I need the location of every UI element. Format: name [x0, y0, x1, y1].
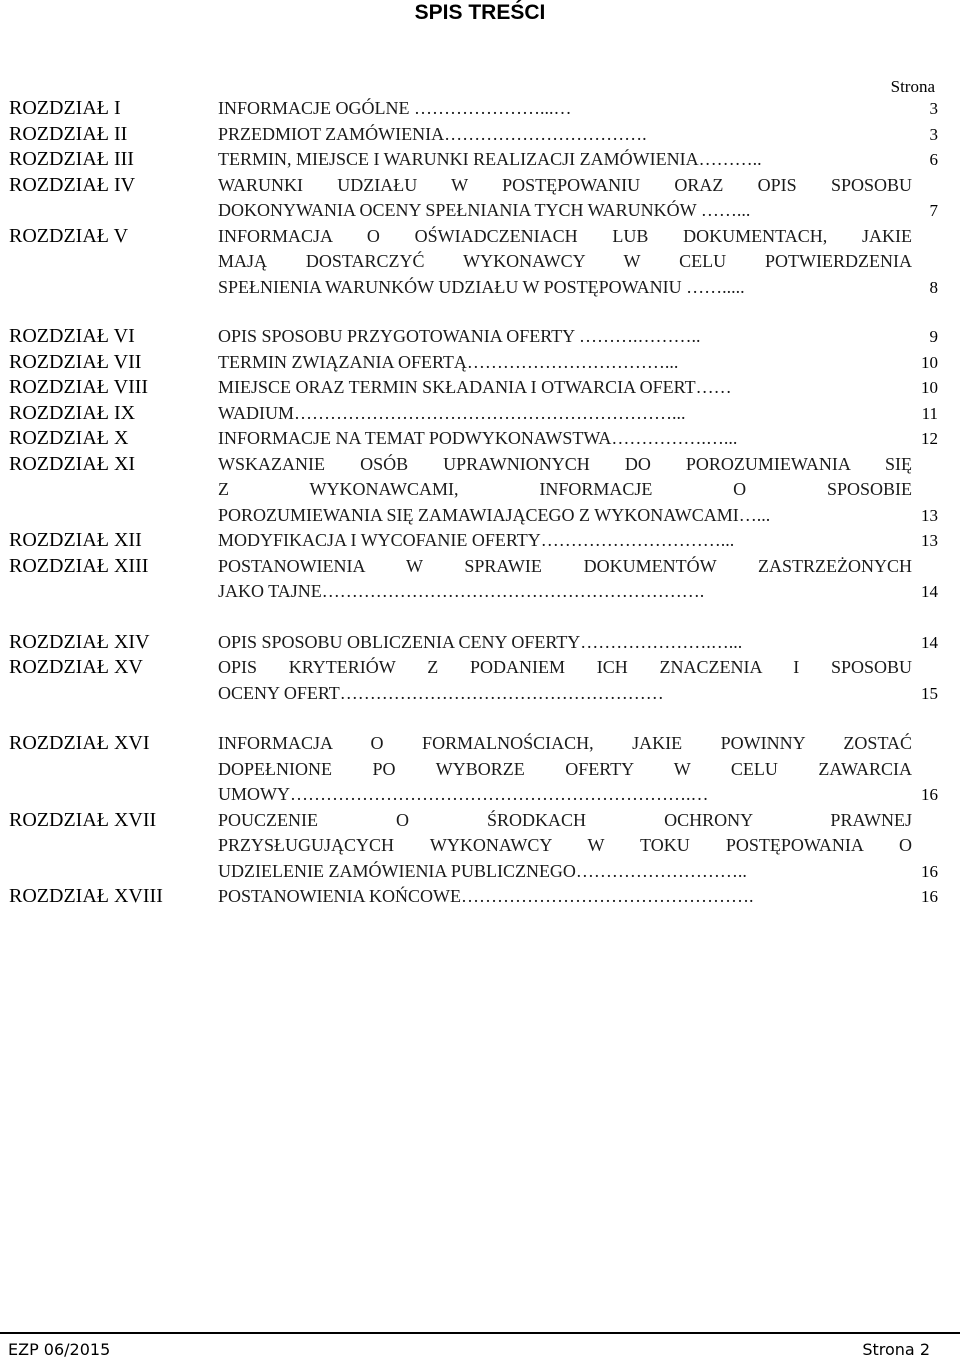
chapter-title [218, 375, 912, 401]
chapter-title [218, 655, 912, 706]
chapter-title [218, 808, 912, 885]
page-number-text: 10 [921, 352, 938, 372]
page-number-text: 9 [929, 327, 938, 346]
toc-entry[interactable] [0, 426, 960, 452]
chapter-label: ROZDZIAŁ XI [9, 452, 136, 475]
chapter-label: ROZDZIAŁ XVI [9, 732, 150, 754]
page-number-text: 14 [921, 582, 938, 601]
chapter-label: ROZDZIAŁ X [9, 427, 129, 449]
toc-entry[interactable] [0, 96, 960, 122]
chapter-label: ROZDZIAŁ XVIII [9, 885, 163, 907]
page-number-text: 11 [921, 403, 938, 423]
chapter-page-number [912, 579, 958, 605]
chapter-page-number [912, 426, 958, 452]
chapter-page-number [912, 884, 958, 910]
toc-entry[interactable] [0, 655, 960, 706]
chapter-title-line: MODYFIKACJA I WYCOFANIE OFERTY…………………………... [218, 530, 735, 550]
chapter-label: ROZDZIAŁ XVII [9, 808, 157, 831]
chapter-title [218, 147, 912, 173]
chapter-title-line: INFORMACJA O FORMALNOŚCIACH, JAKIE POWINNY ZOSTAĆ [218, 733, 912, 753]
chapter-title-line: POROZUMIEWANIA SIĘ ZAMAWIAJĄCEGO Z WYKONAWCAMI…... [218, 504, 771, 525]
page-number-text: 13 [921, 531, 938, 550]
chapter-title [218, 96, 912, 122]
toc-entry[interactable] [0, 554, 960, 605]
chapter-title-line: INFORMACJE OGÓLNE …………………...… [218, 98, 572, 118]
chapter-page-number [912, 859, 958, 885]
chapter-page-number [912, 681, 958, 707]
chapter-page-number [912, 782, 958, 808]
chapter-title-line: OPIS KRYTERIÓW Z PODANIEM ICH ZNACZENIA I SPOSOBU [218, 657, 912, 677]
chapter-page-number [912, 350, 958, 376]
chapter-title-line: INFORMACJA O OŚWIADCZENIACH LUB DOKUMENTACH, JAKIE [218, 225, 912, 246]
chapter-title [218, 630, 912, 656]
toc-entry[interactable] [0, 224, 960, 301]
chapter-title-line: INFORMACJE NA TEMAT PODWYKONAWSTWA…………….…... [218, 428, 738, 448]
toc-entry[interactable] [0, 630, 960, 656]
chapter-page-number [912, 503, 958, 529]
chapter-title [218, 224, 912, 301]
chapter-title [218, 528, 912, 554]
chapter-page-number [912, 147, 958, 173]
chapter-title [218, 426, 912, 452]
chapter-label: ROZDZIAŁ XV [9, 656, 143, 678]
toc-entry[interactable] [0, 884, 960, 910]
chapter-title-line: WADIUM………………………………………………………... [218, 402, 686, 423]
toc-entry[interactable] [0, 528, 960, 554]
chapter-page-number [912, 324, 958, 350]
page-title: SPIS TREŚCI [414, 1, 546, 24]
toc-entry[interactable] [0, 452, 960, 529]
toc-entry[interactable] [0, 173, 960, 224]
chapter-page-number [912, 96, 958, 122]
toc-entry[interactable] [0, 122, 960, 148]
page-number-text: 6 [929, 150, 938, 169]
toc-entry[interactable] [0, 731, 960, 808]
chapter-title-line: PRZYSŁUGUJĄCYCH WYKONAWCY W TOKU POSTĘPOWANIA O [218, 835, 912, 855]
chapter-label: ROZDZIAŁ IX [9, 401, 136, 424]
footer-page-number: Strona 2 [862, 1340, 930, 1359]
chapter-label: ROZDZIAŁ XIII [9, 554, 149, 577]
page-number-text: 12 [921, 429, 938, 448]
chapter-title-line: UDZIELENIE ZAMÓWIENIA PUBLICZNEGO……………………….. [218, 860, 747, 881]
chapter-page-number [912, 630, 958, 656]
chapter-title-line: OCENY OFERT……………………………………………… [218, 682, 664, 703]
footer-document-code: EZP 06/2015 [8, 1340, 111, 1359]
chapter-label: ROZDZIAŁ VI [9, 325, 135, 347]
chapter-title-line: JAKO TAJNE………………………………………………………. [218, 581, 705, 601]
chapter-title-line: OPIS SPOSOBU OBLICZENIA CENY OFERTY………………….…... [218, 631, 743, 652]
page-number-text: 8 [929, 277, 938, 297]
chapter-page-number [912, 401, 958, 427]
page-number-text: 16 [921, 785, 938, 804]
chapter-page-number [912, 275, 958, 301]
chapter-title-line: POSTANOWIENIA W SPRAWIE DOKUMENTÓW ZASTRZEŻONYCH [218, 555, 912, 576]
chapter-title [218, 173, 912, 224]
toc-entry[interactable] [0, 808, 960, 885]
chapter-label: ROZDZIAŁ I [9, 97, 121, 119]
chapter-page-number [912, 198, 958, 224]
chapter-title-line: POUCZENIE O ŚRODKACH OCHRONY PRAWNEJ [218, 809, 912, 830]
chapter-title [218, 554, 912, 605]
toc-entry[interactable] [0, 401, 960, 427]
chapter-label: ROZDZIAŁ XII [9, 529, 142, 551]
chapter-page-number [912, 375, 958, 401]
chapter-title-line: SPEŁNIENIA WARUNKÓW UDZIAŁU W POSTĘPOWANIU ……..... [218, 276, 745, 297]
chapter-label: ROZDZIAŁ VII [9, 350, 142, 373]
chapter-title [218, 350, 912, 376]
chapter-label: ROZDZIAŁ IV [9, 173, 136, 196]
chapter-title-line: MAJĄ DOSTARCZYĆ WYKONAWCY W CELU POTWIERDZENIA [218, 251, 912, 271]
toc-entry[interactable] [0, 147, 960, 173]
chapter-title [218, 731, 912, 808]
toc-entry[interactable] [0, 324, 960, 350]
chapter-title-line: WARUNKI UDZIAŁU W POSTĘPOWANIU ORAZ OPIS SPOSOBU [218, 174, 912, 195]
chapter-title-line: Z WYKONAWCAMI, INFORMACJE O SPOSOBIE [218, 479, 912, 499]
page-number-text: 15 [921, 683, 938, 703]
page-number-text: 14 [921, 632, 938, 652]
chapter-label: ROZDZIAŁ II [9, 122, 128, 145]
toc-entry[interactable] [0, 350, 960, 376]
chapter-title-line: PRZEDMIOT ZAMÓWIENIA……………………………. [218, 123, 647, 144]
chapter-title-line: DOPEŁNIONE PO WYBORZE OFERTY W CELU ZAWARCIA [218, 758, 912, 779]
chapter-title-line: TERMIN, MIEJSCE I WARUNKI REALIZACJI ZAMÓWIENIA……….. [218, 149, 762, 169]
page-number-text: 16 [921, 887, 938, 906]
chapter-title-line: DOKONYWANIA OCENY SPEŁNIANIA TYCH WARUNKÓW ……... [218, 200, 751, 220]
chapter-title-line: POSTANOWIENIA KOŃCOWE…………………………………………. [218, 886, 754, 906]
chapter-title-line: WSKAZANIE OSÓB UPRAWNIONYCH DO POROZUMIEWANIA SIĘ [218, 453, 912, 474]
chapter-title-line: MIEJSCE ORAZ TERMIN SKŁADANIA I OTWARCIA OFERT…… [218, 377, 732, 397]
page-number-text: 10 [921, 378, 938, 397]
chapter-title [218, 122, 912, 148]
chapter-label: ROZDZIAŁ III [9, 148, 134, 170]
page-number-text: 7 [929, 201, 938, 220]
chapter-label: ROZDZIAŁ V [9, 224, 129, 247]
page-column-label: Strona [890, 77, 935, 96]
chapter-page-number [912, 122, 958, 148]
chapter-page-number [912, 528, 958, 554]
chapter-title [218, 884, 912, 910]
chapter-title [218, 324, 912, 350]
footer-divider [0, 1332, 960, 1334]
chapter-label: ROZDZIAŁ XIV [9, 630, 150, 653]
chapter-title [218, 401, 912, 427]
page-number-text: 3 [929, 124, 938, 144]
chapter-title-line: UMOWY………………………………………………………….… [218, 784, 709, 804]
page-number-text: 13 [921, 505, 938, 525]
chapter-title [218, 452, 912, 529]
page-number-text: 3 [929, 99, 938, 118]
chapter-label: ROZDZIAŁ VIII [9, 376, 149, 398]
toc-entry[interactable] [0, 375, 960, 401]
chapter-title-line: OPIS SPOSOBU PRZYGOTOWANIA OFERTY ……….……….. [218, 326, 701, 346]
chapter-title-line: TERMIN ZWIĄZANIA OFERTĄ……………………………... [218, 351, 679, 372]
page-number-text: 16 [921, 861, 938, 881]
